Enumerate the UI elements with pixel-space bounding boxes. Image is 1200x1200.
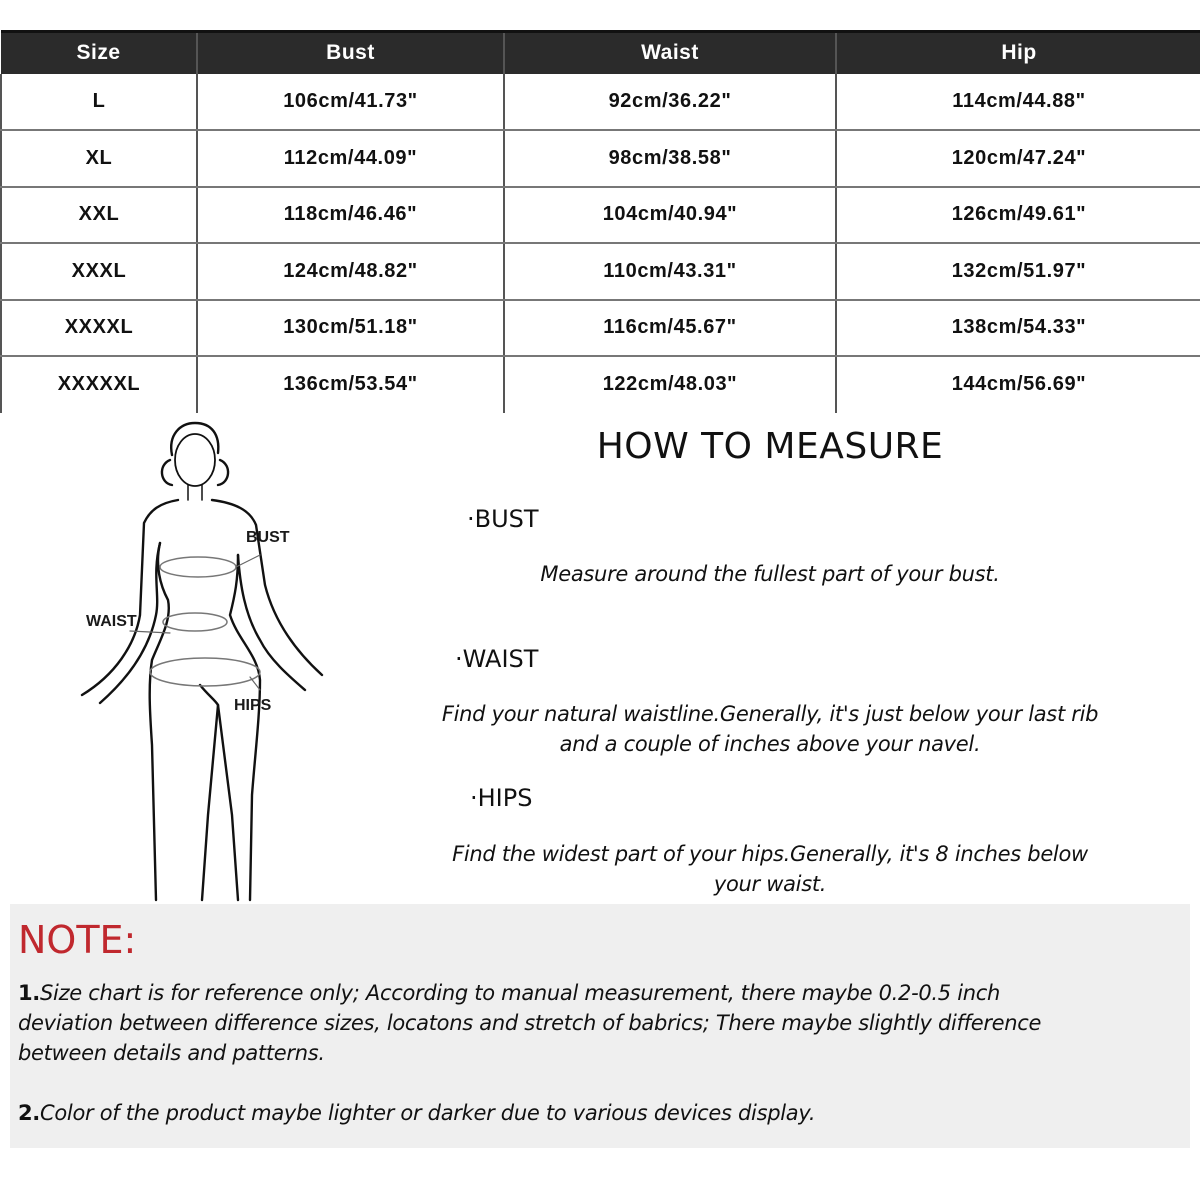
cell-hip: 144cm/56.69" <box>951 373 1087 396</box>
cell-hip: 126cm/49.61" <box>836 187 1200 244</box>
cell-bust: 118cm/46.46" <box>197 187 504 244</box>
cell-size: L <box>1 74 197 131</box>
note-number: 2. <box>18 1101 40 1125</box>
cell-size: XXXXL <box>1 300 197 357</box>
table-row <box>1 130 1200 187</box>
bust-description <box>470 559 1070 589</box>
hips-description-line: your waist. <box>713 872 827 896</box>
table-row <box>1 74 1200 131</box>
hips-description-line: Find the widest part of your hips.Generally, it's 8 inches below <box>452 842 1088 866</box>
bust-description-line: Measure around the fullest part of your bust. <box>540 562 1000 586</box>
how-to-measure-title: HOW TO MEASURE <box>596 426 944 467</box>
cell-bust: 136cm/53.54" <box>197 356 504 413</box>
figure-label-hips: HIPS <box>234 697 272 714</box>
hips-heading: ·HIPS <box>470 784 533 812</box>
note-line: between details and patterns. <box>18 1041 325 1065</box>
note-line: deviation between difference sizes, locatons and stretch of babrics; There maybe slightly difference <box>18 1011 1042 1035</box>
bust-heading: ·BUST <box>467 505 539 533</box>
figure-label-bust: BUST <box>246 529 290 546</box>
cell-bust: 112cm/44.09" <box>197 130 504 187</box>
note-line: Color of the product maybe lighter or darker due to various devices display. <box>40 1101 816 1125</box>
note-title: NOTE: <box>18 918 137 962</box>
cell-waist: 92cm/36.22" <box>504 74 836 131</box>
header-hip: Hip <box>836 32 1200 74</box>
header-bust: Bust <box>197 32 504 74</box>
cell-waist: 116cm/45.67" <box>504 300 836 357</box>
note-panel <box>10 904 1190 1148</box>
waist-heading: ·WAIST <box>455 645 539 673</box>
cell-size: XL <box>1 130 197 187</box>
table-row <box>1 356 1200 413</box>
figure-label-waist: WAIST <box>86 613 137 630</box>
table-row <box>1 300 1200 357</box>
cell-waist: 104cm/40.94" <box>504 187 836 244</box>
hips-description <box>400 839 1140 899</box>
cell-hip: 132cm/51.97" <box>836 243 1200 300</box>
cell-size: XXXL <box>1 243 197 300</box>
cell-waist: 98cm/38.58" <box>504 130 836 187</box>
waist-description <box>390 699 1150 759</box>
cell-hip: 114cm/44.88" <box>836 74 1200 131</box>
cell-size: XXXXXL <box>1 356 197 413</box>
cell-hip: 120cm/47.24" <box>836 130 1200 187</box>
cell-hip: 138cm/54.33" <box>836 300 1200 357</box>
note-number: 1. <box>18 981 40 1005</box>
waist-description-line: and a couple of inches above your navel. <box>559 732 981 756</box>
cell-waist: 122cm/48.03" <box>504 356 836 413</box>
waist-description-line: Find your natural waistline.Generally, it's just below your last rib <box>441 702 1099 726</box>
woman-silhouette-icon <box>60 415 360 905</box>
size-chart-table <box>0 30 1200 413</box>
cell-size: XXL <box>1 187 197 244</box>
table-row <box>1 243 1200 300</box>
header-size: Size <box>1 32 197 74</box>
note-line: Size chart is for reference only; According to manual measurement, there maybe 0.2-0.5 inch <box>40 981 1001 1005</box>
cell-bust: 124cm/48.82" <box>197 243 504 300</box>
body-measurement-figure <box>60 415 360 905</box>
table-row <box>1 187 1200 244</box>
note-item-2 <box>18 1098 1188 1128</box>
note-item-1 <box>18 978 1188 1068</box>
cell-bust: 106cm/41.73" <box>197 74 504 131</box>
cell-waist: 110cm/43.31" <box>504 243 836 300</box>
cell-bust: 130cm/51.18" <box>197 300 504 357</box>
table-header-row <box>1 32 1200 74</box>
header-waist: Waist <box>504 32 836 74</box>
